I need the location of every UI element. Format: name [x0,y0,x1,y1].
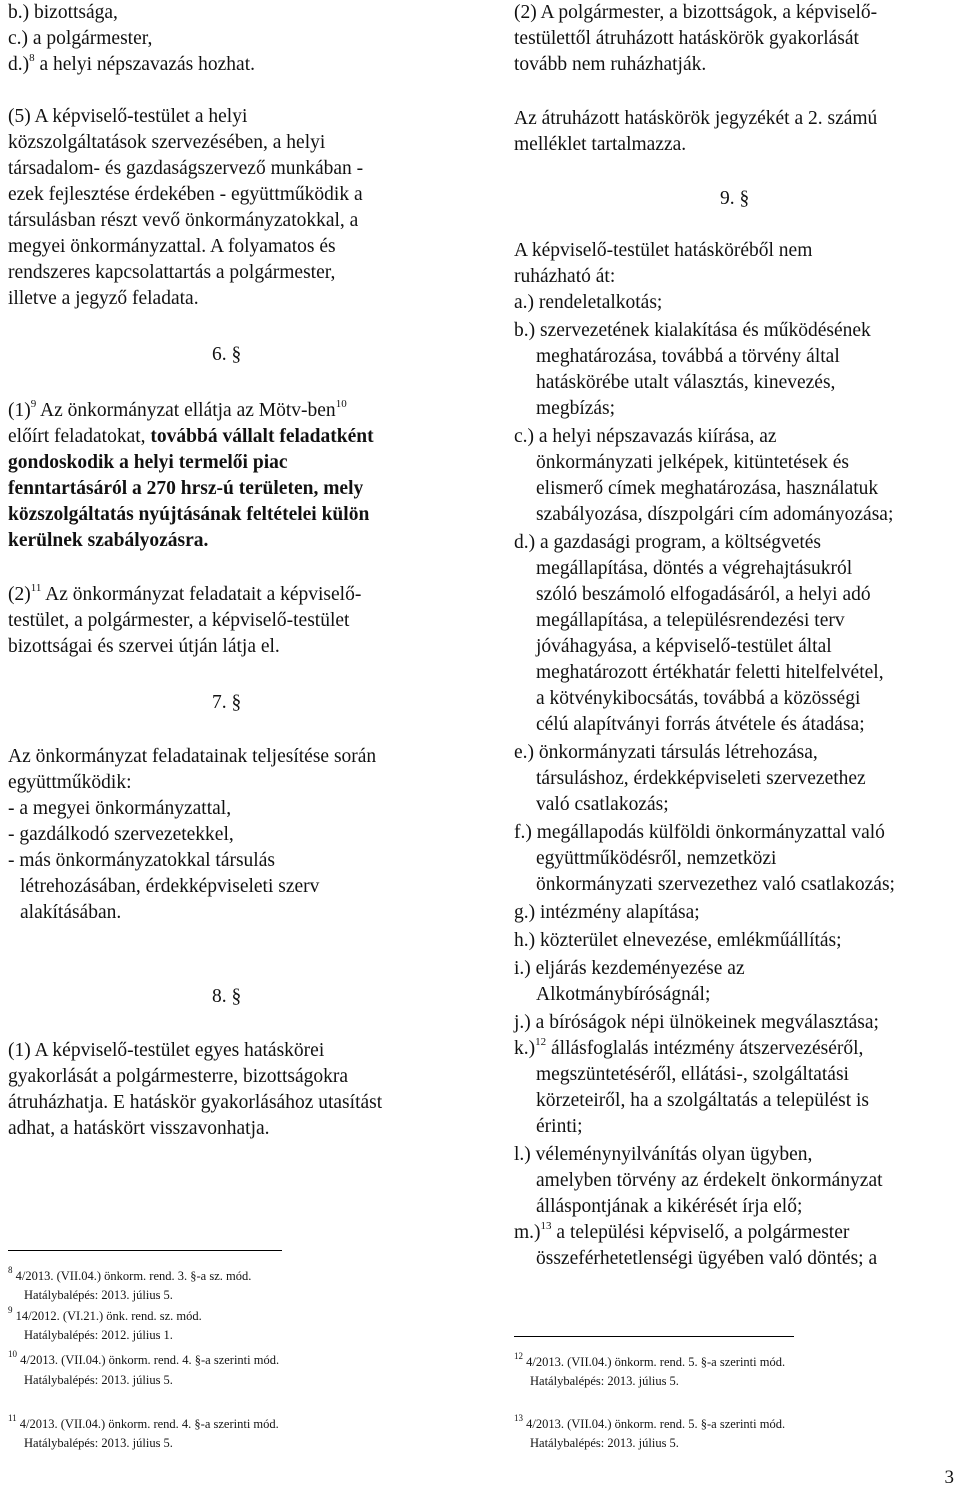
line-text: 6. § [212,344,242,365]
right-text-line [536,450,849,476]
line-text: együttműködik: [8,772,132,793]
footnote-text: 4/2013. (VII.04.) önkorm. rend. 3. §-a sz. mód. [15,1269,252,1283]
line-text: való csatlakozás; [536,794,669,815]
left-text-line [8,848,275,874]
line-text: testülettől átruházott hatáskörök gyakorlását [514,28,859,49]
footnote-ref: 13 [540,1219,552,1232]
right-text-line [514,820,885,846]
page-number: 3 [944,1467,954,1488]
left-text-line [212,984,241,1010]
line-text: hatáskörébe utalt választás, kinevezés, [536,372,836,393]
right-text-line [514,1220,849,1246]
right-text-line [514,1036,863,1062]
footnote-line [8,1304,202,1324]
line-text: jóváhagyása, a képviselő-testület által [536,636,832,657]
footnote-text: 4/2013. (VII.04.) önkorm. rend. 4. §-a szerinti mód. [19,1417,279,1431]
left-text-line [8,634,280,660]
left-text-line [8,1116,270,1142]
line-text: ruházható át: [514,266,616,287]
footnote-number: 9 [8,1304,13,1315]
right-text-line [536,686,860,712]
left-text-line [8,1090,382,1116]
footnote-line [8,1264,252,1284]
right-text-line [514,318,871,344]
footnote-text: Hatálybalépés: 2012. július 1. [24,1328,173,1342]
item-marker: d.) [8,54,30,75]
line-text: meghatározása, továbbá a törvény által [536,346,840,367]
footnote-ref: 8 [29,51,35,64]
right-text-line [536,370,835,396]
line-text: i.) eljárás kezdeményezése az [514,958,745,979]
right-text-line [514,132,686,158]
line-text: ezek fejlesztése érdekében - együttműködik a [8,184,363,205]
line-text: 8. § [212,986,242,1007]
right-text-line [536,396,615,422]
line-text: szabályozása, díszpolgári cím adományozása; [536,504,894,525]
item-marker: m.) [514,1222,541,1243]
footnote-line [514,1412,786,1432]
line-text: Az önkormányzat feladatait a képviselő- [41,584,362,605]
line-text: rendszeres kapcsolattartás a polgármester, [8,262,336,283]
left-text-line [212,342,241,368]
left-text-line [8,770,132,796]
line-text: társulásban részt vevő önkormányzatokkal, a [8,210,359,231]
line-text: a települési képviselő, a polgármester [551,1222,850,1243]
line-text: elismerő címek meghatározása, használatuk [536,478,879,499]
footnote-line [8,1372,173,1388]
line-text: megbízás; [536,398,616,419]
footnote-number: 10 [8,1348,17,1359]
right-text-line [514,1010,879,1036]
right-text-line [536,792,669,818]
line-text: önkormányzati szervezethez való csatlakozás; [536,874,895,895]
line-text: - más önkormányzatokkal társulás [8,850,275,871]
right-text-line [536,660,884,686]
right-text-line [536,1114,583,1140]
line-text: A képviselő-testület hatásköréből nem [514,240,813,261]
right-text-line [536,634,832,660]
footnote-line [8,1327,173,1343]
left-text-line [8,796,231,822]
line-text: a.) rendeletalkotás; [514,292,663,313]
line-text: a helyi népszavazás hozhat. [34,54,255,75]
left-text-line [8,502,369,528]
line-text: Alkotmánybíróságnál; [536,984,711,1005]
footnote-text: 4/2013. (VII.04.) önkorm. rend. 5. §-a szerinti mód. [526,1355,786,1369]
right-text-line [514,106,877,132]
left-text-line [8,52,255,78]
line-text: a kötvénykibocsátás, továbbá a közösségi [536,688,861,709]
right-text-line [536,1246,877,1272]
left-text-line [8,822,234,848]
line-text: megállapítása, döntés a végrehajtásukról [536,558,853,579]
right-text-line [514,1142,812,1168]
line-text: megállapítása, a településrendezési terv [536,610,845,631]
left-text-line [8,1064,348,1090]
right-text-line [514,530,821,556]
line-text: j.) a bíróságok népi ülnökeinek megválasztása; [514,1012,879,1033]
line-text: l.) véleménynyilvánítás olyan ügyben, [514,1144,813,1165]
line-text: átruházhatja. E hatáskör gyakorlásához utasítást [8,1092,383,1113]
line-text: (2) A polgármester, a bizottságok, a képviselő- [514,2,878,23]
footnote-line [8,1348,280,1368]
right-text-line [514,290,662,316]
left-text-line [8,260,335,286]
footnote-line [8,1412,279,1432]
line-text: álláspontjának a kikérését írja elő; [536,1196,803,1217]
footnote-line [514,1373,679,1389]
right-text-line [514,238,812,264]
footnote-text: 4/2013. (VII.04.) önkorm. rend. 4. §-a szerinti mód. [20,1353,280,1367]
line-text: b.) szervezetének kialakítása és működésének [514,320,871,341]
footnote-number: 11 [8,1412,17,1423]
line-text: e.) önkormányzati társulás létrehozása, [514,742,818,763]
item-marker: (2) [8,584,31,605]
line-text: fenntartásáról a 270 hrsz-ú területen, mely [8,478,364,499]
line-text: b.) bizottsága, [8,2,118,23]
footnote-text: Hatálybalépés: 2013. július 5. [24,1288,173,1302]
line-text: célú alapítványi forrás átvétele és átadása; [536,714,865,735]
line-text: 9. § [720,188,750,209]
line-text: érinti; [536,1116,583,1137]
line-text: adhat, a hatáskört visszavonhatja. [8,1118,270,1139]
right-text-line [536,344,840,370]
left-text-line [8,582,361,608]
line-text: bizottságai és szervei útján látja el. [8,636,280,657]
footnote-line [8,1435,173,1451]
right-text-line [536,766,866,792]
right-text-line [514,928,842,954]
footnote-line [514,1350,786,1370]
line-text: előírt feladatokat, [8,426,151,447]
line-text: együttműködésről, nemzetközi [536,848,777,869]
right-text-line [536,712,865,738]
right-text-line [536,556,852,582]
line-text: Az átruházott hatáskörök jegyzékét a 2. számú [514,108,878,129]
line-text: illetve a jegyző feladata. [8,288,199,309]
right-text-line [536,872,895,898]
footnote-text: 14/2012. (VI.21.) önk. rend. sz. mód. [15,1309,202,1323]
footnote-text: Hatálybalépés: 2013. július 5. [24,1436,173,1450]
left-text-line [8,208,358,234]
right-text-line [536,476,878,502]
line-text: kerülnek szabályozásra. [8,530,209,551]
left-text-line [8,182,363,208]
right-text-line [536,502,893,528]
right-text-line [514,956,745,982]
line-text: alakításában. [20,902,122,923]
right-text-line [536,1062,849,1088]
right-text-line [514,900,700,926]
left-text-line [8,130,325,156]
line-text: társadalom- és gazdaságszervező munkában - [8,158,364,179]
line-text: Az önkormányzat ellátja az Mötv-ben [36,400,336,421]
left-text-line [20,874,319,900]
right-text-line [514,0,877,26]
left-footnote-rule [8,1250,282,1251]
right-text-line [536,608,845,634]
left-text-line [8,476,363,502]
line-text: f.) megállapodás külföldi önkormányzattal való [514,822,885,843]
line-text: összeférhetetlenségi ügyében való döntés; a [536,1248,878,1269]
left-text-line [8,286,199,312]
footnote-number: 13 [514,1412,523,1423]
left-text-line [8,398,347,424]
left-text-line [8,26,152,52]
right-text-line [536,982,710,1008]
line-text: d.) a gazdasági program, a költségvetés [514,532,822,553]
left-text-line [8,0,118,26]
left-text-line [8,608,349,634]
line-text: állásfoglalás intézmény átszervezéséről, [546,1038,864,1059]
right-text-line [536,1168,883,1194]
right-text-line [514,264,615,290]
line-text: h.) közterület elnevezése, emlékműállítás; [514,930,842,951]
line-text: körzeteiről, ha a szolgáltatás a települést is [536,1090,869,1111]
left-text-line [8,156,363,182]
footnote-text: Hatálybalépés: 2013. július 5. [530,1436,679,1450]
right-text-line [536,846,776,872]
footnote-ref: 10 [335,397,347,410]
line-text: tovább nem ruházhatják. [514,54,707,75]
right-text-line [720,186,749,212]
line-text: szóló beszámoló elfogadásáról, a helyi adó [536,584,871,605]
line-text: - a megyei önkormányzattal, [8,798,232,819]
line-text: közszolgáltatások szervezésében, a helyi [8,132,326,153]
footnote-text: Hatálybalépés: 2013. július 5. [24,1373,173,1387]
line-text: amelyben törvény az érdekelt önkormányzat [536,1170,883,1191]
item-marker: (1) [8,400,31,421]
line-text: létrehozásában, érdekképviseleti szerv [20,876,320,897]
footnote-text: Hatálybalépés: 2013. július 5. [530,1374,679,1388]
line-text: meghatározott értékhatár feletti hitelfelvétel, [536,662,884,683]
line-text: c.) a helyi népszavazás kiírása, az [514,426,777,447]
left-text-line [212,690,241,716]
right-text-line [536,1194,802,1220]
line-text: Az önkormányzat feladatainak teljesítése során [8,746,377,767]
footnote-text: 4/2013. (VII.04.) önkorm. rend. 5. §-a szerinti mód. [526,1417,786,1431]
line-text: melléklet tartalmazza. [514,134,687,155]
line-text: társuláshoz, érdekképviseleti szervezethez [536,768,866,789]
left-text-line [8,528,208,554]
line-text: megyei önkormányzattal. A folyamatos és [8,236,336,257]
line-text: - gazdálkodó szervezetekkel, [8,824,234,845]
right-text-line [514,26,859,52]
line-text: (1) A képviselő-testület egyes hatáskörei [8,1040,325,1061]
item-marker: k.) [514,1038,536,1059]
right-text-line [514,740,818,766]
right-text-line [514,52,706,78]
line-text: testület, a polgármester, a képviselő-testület [8,610,350,631]
right-footnote-rule [514,1336,794,1337]
left-text-line [8,450,288,476]
right-text-line [536,582,871,608]
line-text: gyakorlását a polgármesterre, bizottságokra [8,1066,349,1087]
line-text: 7. § [212,692,242,713]
left-text-line [8,744,376,770]
footnote-number: 12 [514,1350,523,1361]
line-text: (5) A képviselő-testület a helyi [8,106,248,127]
line-text: c.) a polgármester, [8,28,153,49]
line-text: gondoskodik a helyi termelői piac [8,452,288,473]
right-text-line [514,424,777,450]
left-text-line [8,424,374,450]
footnote-ref: 9 [30,397,37,410]
left-text-line [8,104,247,130]
bold-text: továbbá vállalt feladatként [150,426,374,447]
left-text-line [8,234,336,260]
line-text: közszolgáltatás nyújtásának feltételei külön [8,504,370,525]
line-text: önkormányzati jelképek, kitüntetések és [536,452,849,473]
footnote-line [514,1435,679,1451]
footnote-line [8,1287,173,1303]
left-text-line [8,1038,324,1064]
footnote-ref: 11 [30,581,42,594]
footnote-number: 8 [8,1264,13,1275]
left-text-line [20,900,121,926]
footnote-ref: 12 [535,1035,547,1048]
line-text: megszüntetéséről, ellátási-, szolgáltatási [536,1064,849,1085]
right-text-line [536,1088,869,1114]
line-text: g.) intézmény alapítása; [514,902,700,923]
